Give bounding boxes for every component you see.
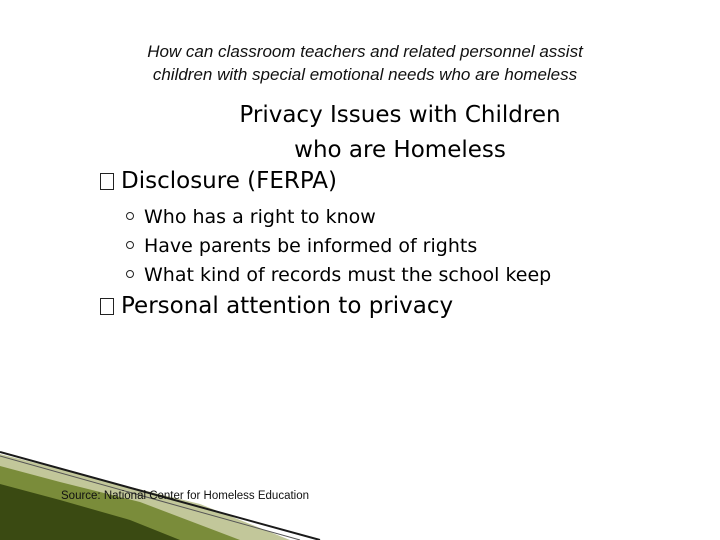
sub-bullet-text: Who has a right to know — [144, 206, 376, 228]
sub-bullet — [126, 261, 551, 290]
checkbox-bullet-icon — [100, 298, 114, 315]
ring-bullet-icon — [126, 270, 134, 278]
bullet-personal-privacy — [100, 293, 453, 319]
ring-bullet-icon — [126, 241, 134, 249]
sub-bullet-text: Have parents be informed of rights — [144, 235, 478, 257]
bullet-label: Disclosure (FERPA) — [121, 168, 337, 194]
sub-bullet — [126, 232, 551, 261]
slide-title — [200, 98, 600, 168]
bullet-label: Personal attention to privacy — [121, 293, 454, 319]
bullet-disclosure — [100, 168, 337, 194]
disclosure-subitems — [126, 203, 551, 290]
source-citation: Source: National Center for Homeless Education — [61, 490, 310, 502]
checkbox-bullet-icon — [100, 173, 114, 190]
sub-bullet-text: What kind of records must the school keep — [144, 264, 552, 286]
title-line-1: Privacy Issues with Children — [239, 102, 561, 128]
ring-bullet-icon — [126, 212, 134, 220]
sub-bullet — [126, 203, 551, 232]
slide-header — [95, 40, 635, 86]
header-line-1: How can classroom teachers and related personnel assist — [147, 42, 583, 61]
header-line-2: children with special emotional needs who are homeless — [152, 65, 578, 84]
title-line-2: who are Homeless — [294, 137, 506, 163]
